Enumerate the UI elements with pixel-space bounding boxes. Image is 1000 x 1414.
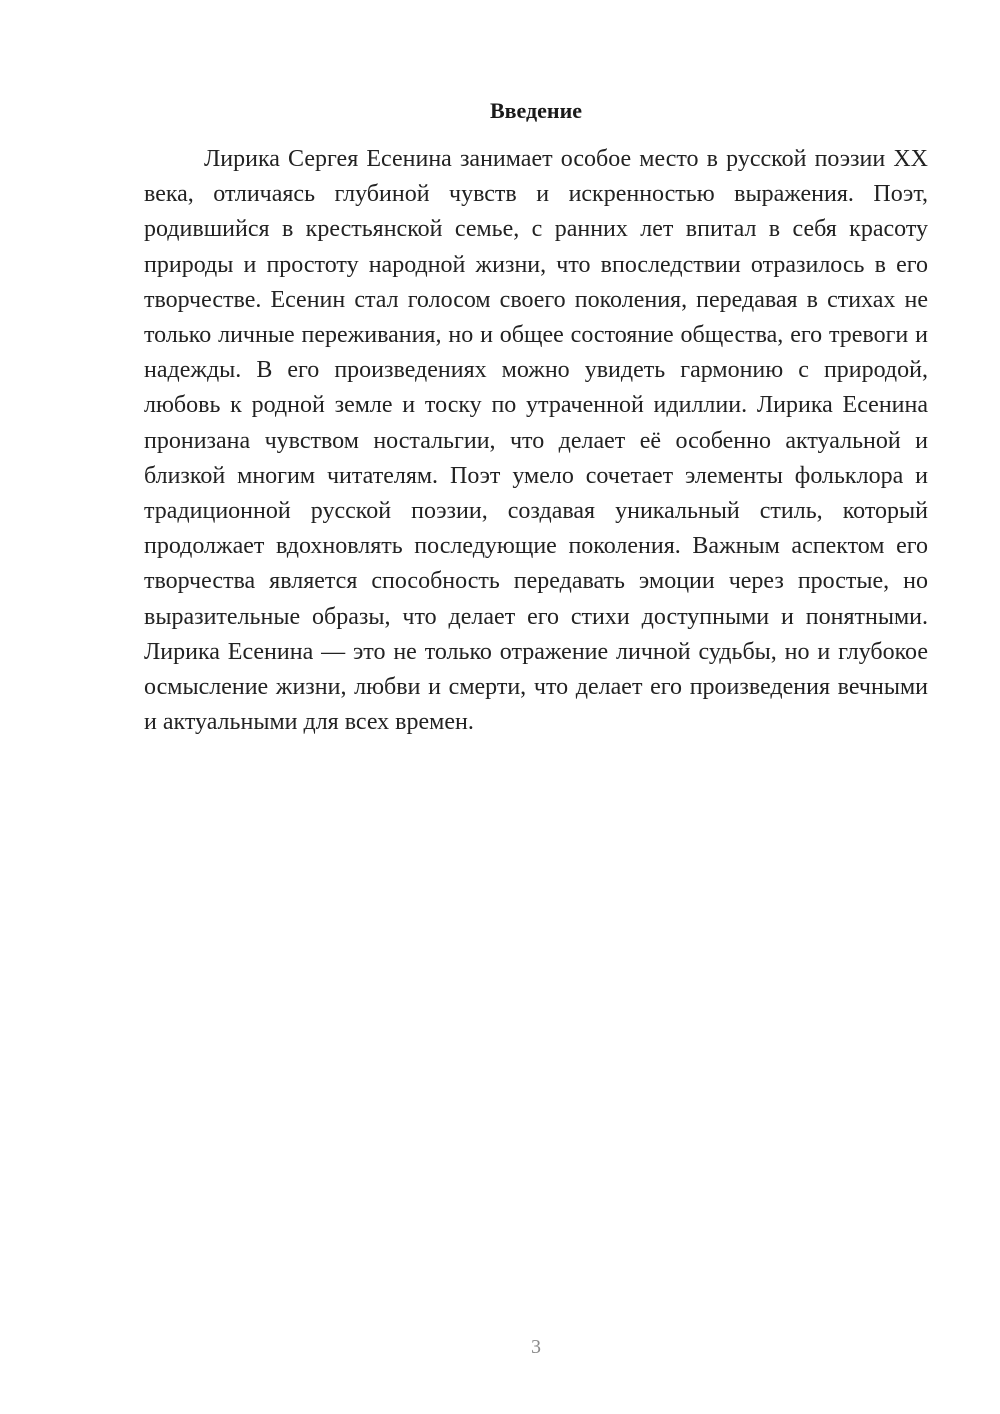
body-paragraph: Лирика Сергея Есенина занимает особое место в русской поэзии XX века, отличаясь глубиной чувств и искренностью выражения. Поэт, родившийся в крестьянской семье, с ранних лет впитал в себя красоту природы и простоту народной жизни, что впоследствии отразилось в его творчестве. Есенин стал голосом своего поколения, передавая в стихах не только личные переживания, но и общее состояние общества, его тревоги и надежды. В его произведениях можно увидеть гармонию с природой, любовь к родной земле и тоску по утраченной идиллии. Лирика Есенина пронизана чувством ностальгии, что делает её особенно актуальной и близкой многим читателям. Поэт умело сочетает элементы фольклора и традиционной русской поэзии, создавая уникальный стиль, который продолжает вдохновлять последующие поколения. Важным аспектом его творчества является способность передавать эмоции через простые, но выразительные образы, что делает его стихи доступными и понятными. Лирика Есенина — это не только отражение личной судьбы, но и глубокое осмысление жизни, любви и смерти, что делает его произведения вечными и актуальными для всех времен. <box>144 146 928 736</box>
page-number: 3 <box>531 1336 541 1358</box>
section-heading: Введение <box>489 98 583 123</box>
